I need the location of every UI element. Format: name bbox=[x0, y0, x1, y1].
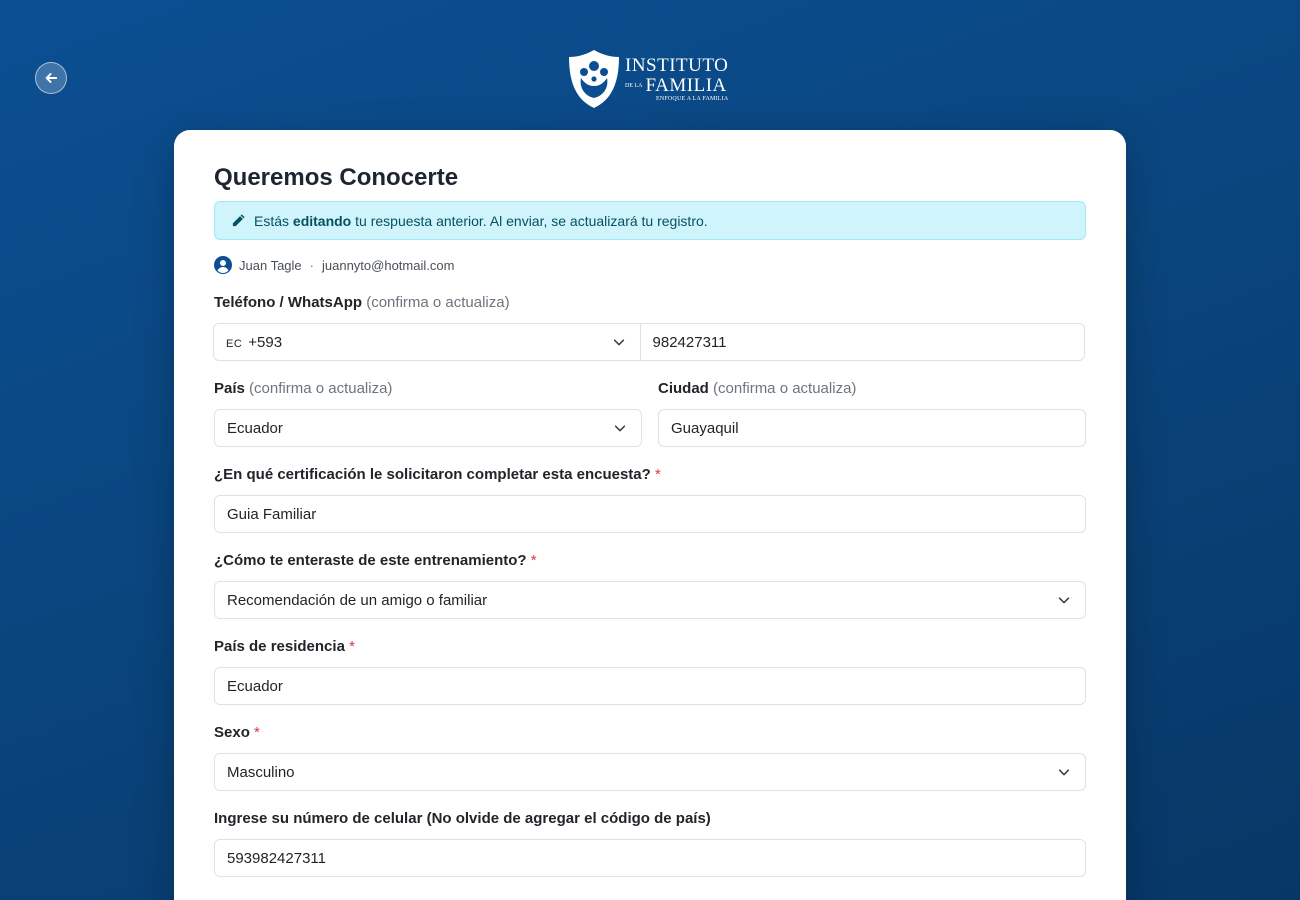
back-button[interactable] bbox=[35, 62, 67, 94]
chevron-down-icon bbox=[1057, 593, 1071, 607]
country-label-hint: (confirma o actualiza) bbox=[249, 380, 393, 397]
cellphone-label: Ingrese su número de celular (No olvide de agregar el código de país) bbox=[214, 810, 711, 827]
source-label-text: ¿Cómo te enteraste de este entrenamiento? bbox=[214, 552, 527, 569]
residence-input[interactable]: Ecuador bbox=[214, 667, 1086, 705]
logo-line-2: FAMILIA bbox=[645, 75, 727, 96]
user-separator: · bbox=[309, 257, 314, 273]
country-select-value: Ecuador bbox=[227, 419, 283, 437]
logo-tagline: ENFOQUE A LA FAMILIA bbox=[655, 96, 729, 102]
chevron-down-icon bbox=[613, 421, 627, 435]
country-label-text: País bbox=[214, 380, 245, 397]
chevron-down-icon bbox=[612, 335, 626, 349]
logo-line-1: INSTITUTO bbox=[625, 55, 729, 76]
certification-input[interactable]: Guia Familiar bbox=[214, 495, 1086, 533]
alert-suffix: tu respuesta anterior. Al enviar, se actualizará tu registro. bbox=[355, 212, 708, 229]
alert-prefix: Estás bbox=[254, 212, 290, 229]
logo-line-2-small: DE LA bbox=[625, 82, 643, 89]
shield-logo-icon bbox=[567, 48, 621, 110]
user-circle-icon bbox=[214, 256, 232, 274]
phone-number-input[interactable]: 982427311 bbox=[640, 323, 1085, 361]
pencil-icon bbox=[231, 213, 246, 228]
required-mark: * bbox=[254, 724, 260, 741]
sex-select-value: Masculino bbox=[227, 763, 295, 781]
country-label bbox=[214, 380, 392, 397]
user-email: juannyto@hotmail.com bbox=[322, 257, 455, 273]
phone-label-text: Teléfono / WhatsApp bbox=[214, 294, 363, 311]
city-input[interactable]: Guayaquil bbox=[658, 409, 1086, 447]
city-label bbox=[658, 380, 856, 397]
source-select[interactable] bbox=[214, 581, 1086, 619]
cellphone-input[interactable]: 593982427311 bbox=[214, 839, 1086, 877]
country-select[interactable] bbox=[214, 409, 642, 447]
sex-label-text: Sexo bbox=[214, 724, 250, 741]
certification-label-text: ¿En qué certificación le solicitaron completar esta encuesta? bbox=[214, 466, 651, 483]
residence-label bbox=[214, 638, 355, 655]
residence-label-text: País de residencia bbox=[214, 638, 345, 655]
required-mark: * bbox=[530, 552, 537, 569]
city-label-text: Ciudad bbox=[658, 380, 709, 397]
phone-label-hint: (confirma o actualiza) bbox=[366, 294, 510, 311]
user-info bbox=[214, 256, 454, 274]
phone-input-group bbox=[213, 323, 1086, 361]
sex-select[interactable] bbox=[214, 753, 1086, 791]
alert-bold: editando bbox=[292, 212, 352, 229]
country-code-value: +593 bbox=[248, 333, 283, 351]
required-mark: * bbox=[654, 466, 661, 483]
country-code-select[interactable] bbox=[213, 323, 641, 361]
arrow-left-icon bbox=[44, 71, 58, 85]
source-label bbox=[214, 552, 537, 569]
institute-logo bbox=[567, 48, 728, 110]
chevron-down-icon bbox=[1057, 765, 1071, 779]
sex-label bbox=[214, 724, 260, 741]
form-card bbox=[174, 130, 1126, 900]
editing-alert bbox=[214, 201, 1086, 240]
user-name: Juan Tagle bbox=[239, 257, 302, 273]
certification-label bbox=[214, 466, 661, 483]
phone-label bbox=[214, 294, 510, 311]
country-code-abbr: EC bbox=[226, 337, 243, 350]
required-mark: * bbox=[349, 638, 355, 655]
form-title: Queremos Conocerte bbox=[214, 164, 459, 191]
source-select-value: Recomendación de un amigo o familiar bbox=[227, 591, 488, 609]
city-label-hint: (confirma o actualiza) bbox=[713, 380, 857, 397]
